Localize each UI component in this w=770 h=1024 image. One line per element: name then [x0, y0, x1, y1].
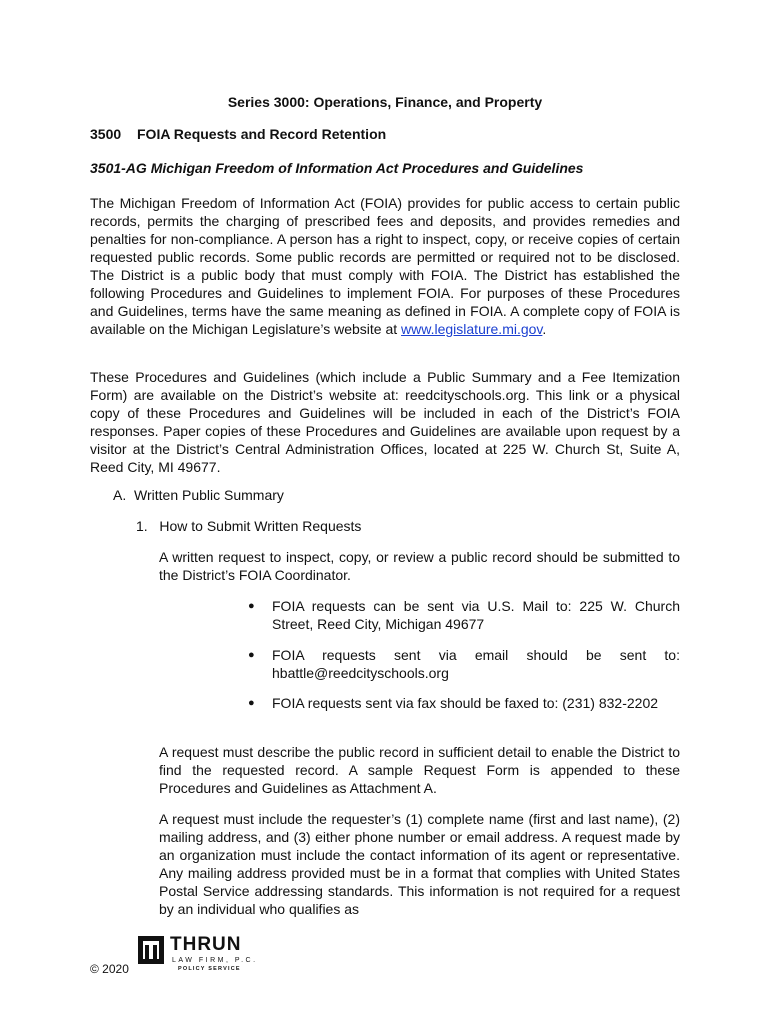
list-label-1: How to Submit Written Requests — [159, 518, 362, 534]
logo-subtitle: LAW FIRM, P.C. — [172, 957, 258, 964]
paragraph-intro-end: . — [542, 321, 547, 337]
list-item — [248, 694, 680, 712]
section-title — [90, 126, 386, 142]
section-number: 3500 — [90, 126, 122, 142]
logo-name: THRUN — [170, 934, 242, 955]
paragraph-intro-text: The Michigan Freedom of Information Act (FOIA) provides for public access to certain public records, permits the charging of prescribed fees and deposits, and provides remedies and penalties for non-compliance. A person has a right to inspect, copy, or receive copies of certain requested public records. Some public records are permitted or required not to be disclosed. The District is a public body that must comply with FOIA. The District has established the following Procedures and Guidelines to implement FOIA. For purposes of these Procedures and Guidelines, terms have the same meaning as defined in FOIA. A complete copy of FOIA is available on the Michigan Legislature’s website at — [90, 195, 680, 337]
copyright-text: © 2020 — [90, 962, 129, 976]
list-heading-a — [113, 487, 284, 503]
paragraph-intro — [90, 194, 680, 338]
legislature-link[interactable]: www.legislature.mi.gov — [401, 321, 543, 337]
bullet-text-mail: FOIA requests can be sent via U.S. Mail to: 225 W. Church Street, Reed City, Michigan 49677 — [272, 598, 680, 632]
paragraph-requester-info: A request must include the requester’s (1) complete name (first and last name), (2) mailing address, and (3) either phone number or email address. A request made by an organization must include the contact information of its agent or representative. Any mailing address provided must be in a format that complies with United States Postal Service addressing standards. This information is not required for a request by an individual who qualifies as — [159, 811, 680, 917]
list-heading-1 — [136, 518, 361, 534]
list-item — [248, 646, 680, 682]
bullet-text-fax: FOIA requests sent via fax should be faxed to: (231) 832-2202 — [272, 695, 659, 711]
list-marker-1: 1. — [136, 518, 148, 534]
thrun-logo-icon — [138, 936, 164, 964]
list-marker-a: A. — [113, 487, 127, 503]
section-title-text: FOIA Requests and Record Retention — [137, 126, 387, 142]
paragraph-describe-record: A request must describe the public record in sufficient detail to enable the District to find the requested record. A sample Request Form is appended to these Procedures and Guidelines as Attachment A. — [159, 744, 680, 796]
bullet-icon: ● — [248, 697, 255, 709]
list-label-a: Written Public Summary — [134, 487, 284, 503]
bullet-icon: ● — [248, 649, 255, 661]
thrun-logo — [138, 934, 258, 976]
paragraph-written-request: A written request to inspect, copy, or review a public record should be submitted to the District’s FOIA Coordinator. — [159, 549, 680, 583]
list-item — [248, 597, 680, 633]
paragraph-availability: These Procedures and Guidelines (which include a Public Summary and a Fee Itemization Form) are available on the District’s website at: reedcityschools.org. This link or a physical copy of these Procedures and Guidelines will be included in each of the District’s FOIA responses. Paper copies of these Procedures and Guidelines are available upon request by a visitor at the District’s Central Administration Offices, located at 225 W. Church St, Suite A, Reed City, MI 49677. — [90, 369, 680, 475]
logo-service: POLICY SERVICE — [178, 966, 241, 972]
series-title: Series 3000: Operations, Finance, and Property — [227, 94, 543, 110]
bullet-icon: ● — [248, 600, 255, 612]
bullet-text-email: FOIA requests sent via email should be sent to: hbattle@reedcityschools.org — [272, 647, 680, 681]
subsection-title: 3501-AG Michigan Freedom of Information Act Procedures and Guidelines — [90, 160, 584, 176]
